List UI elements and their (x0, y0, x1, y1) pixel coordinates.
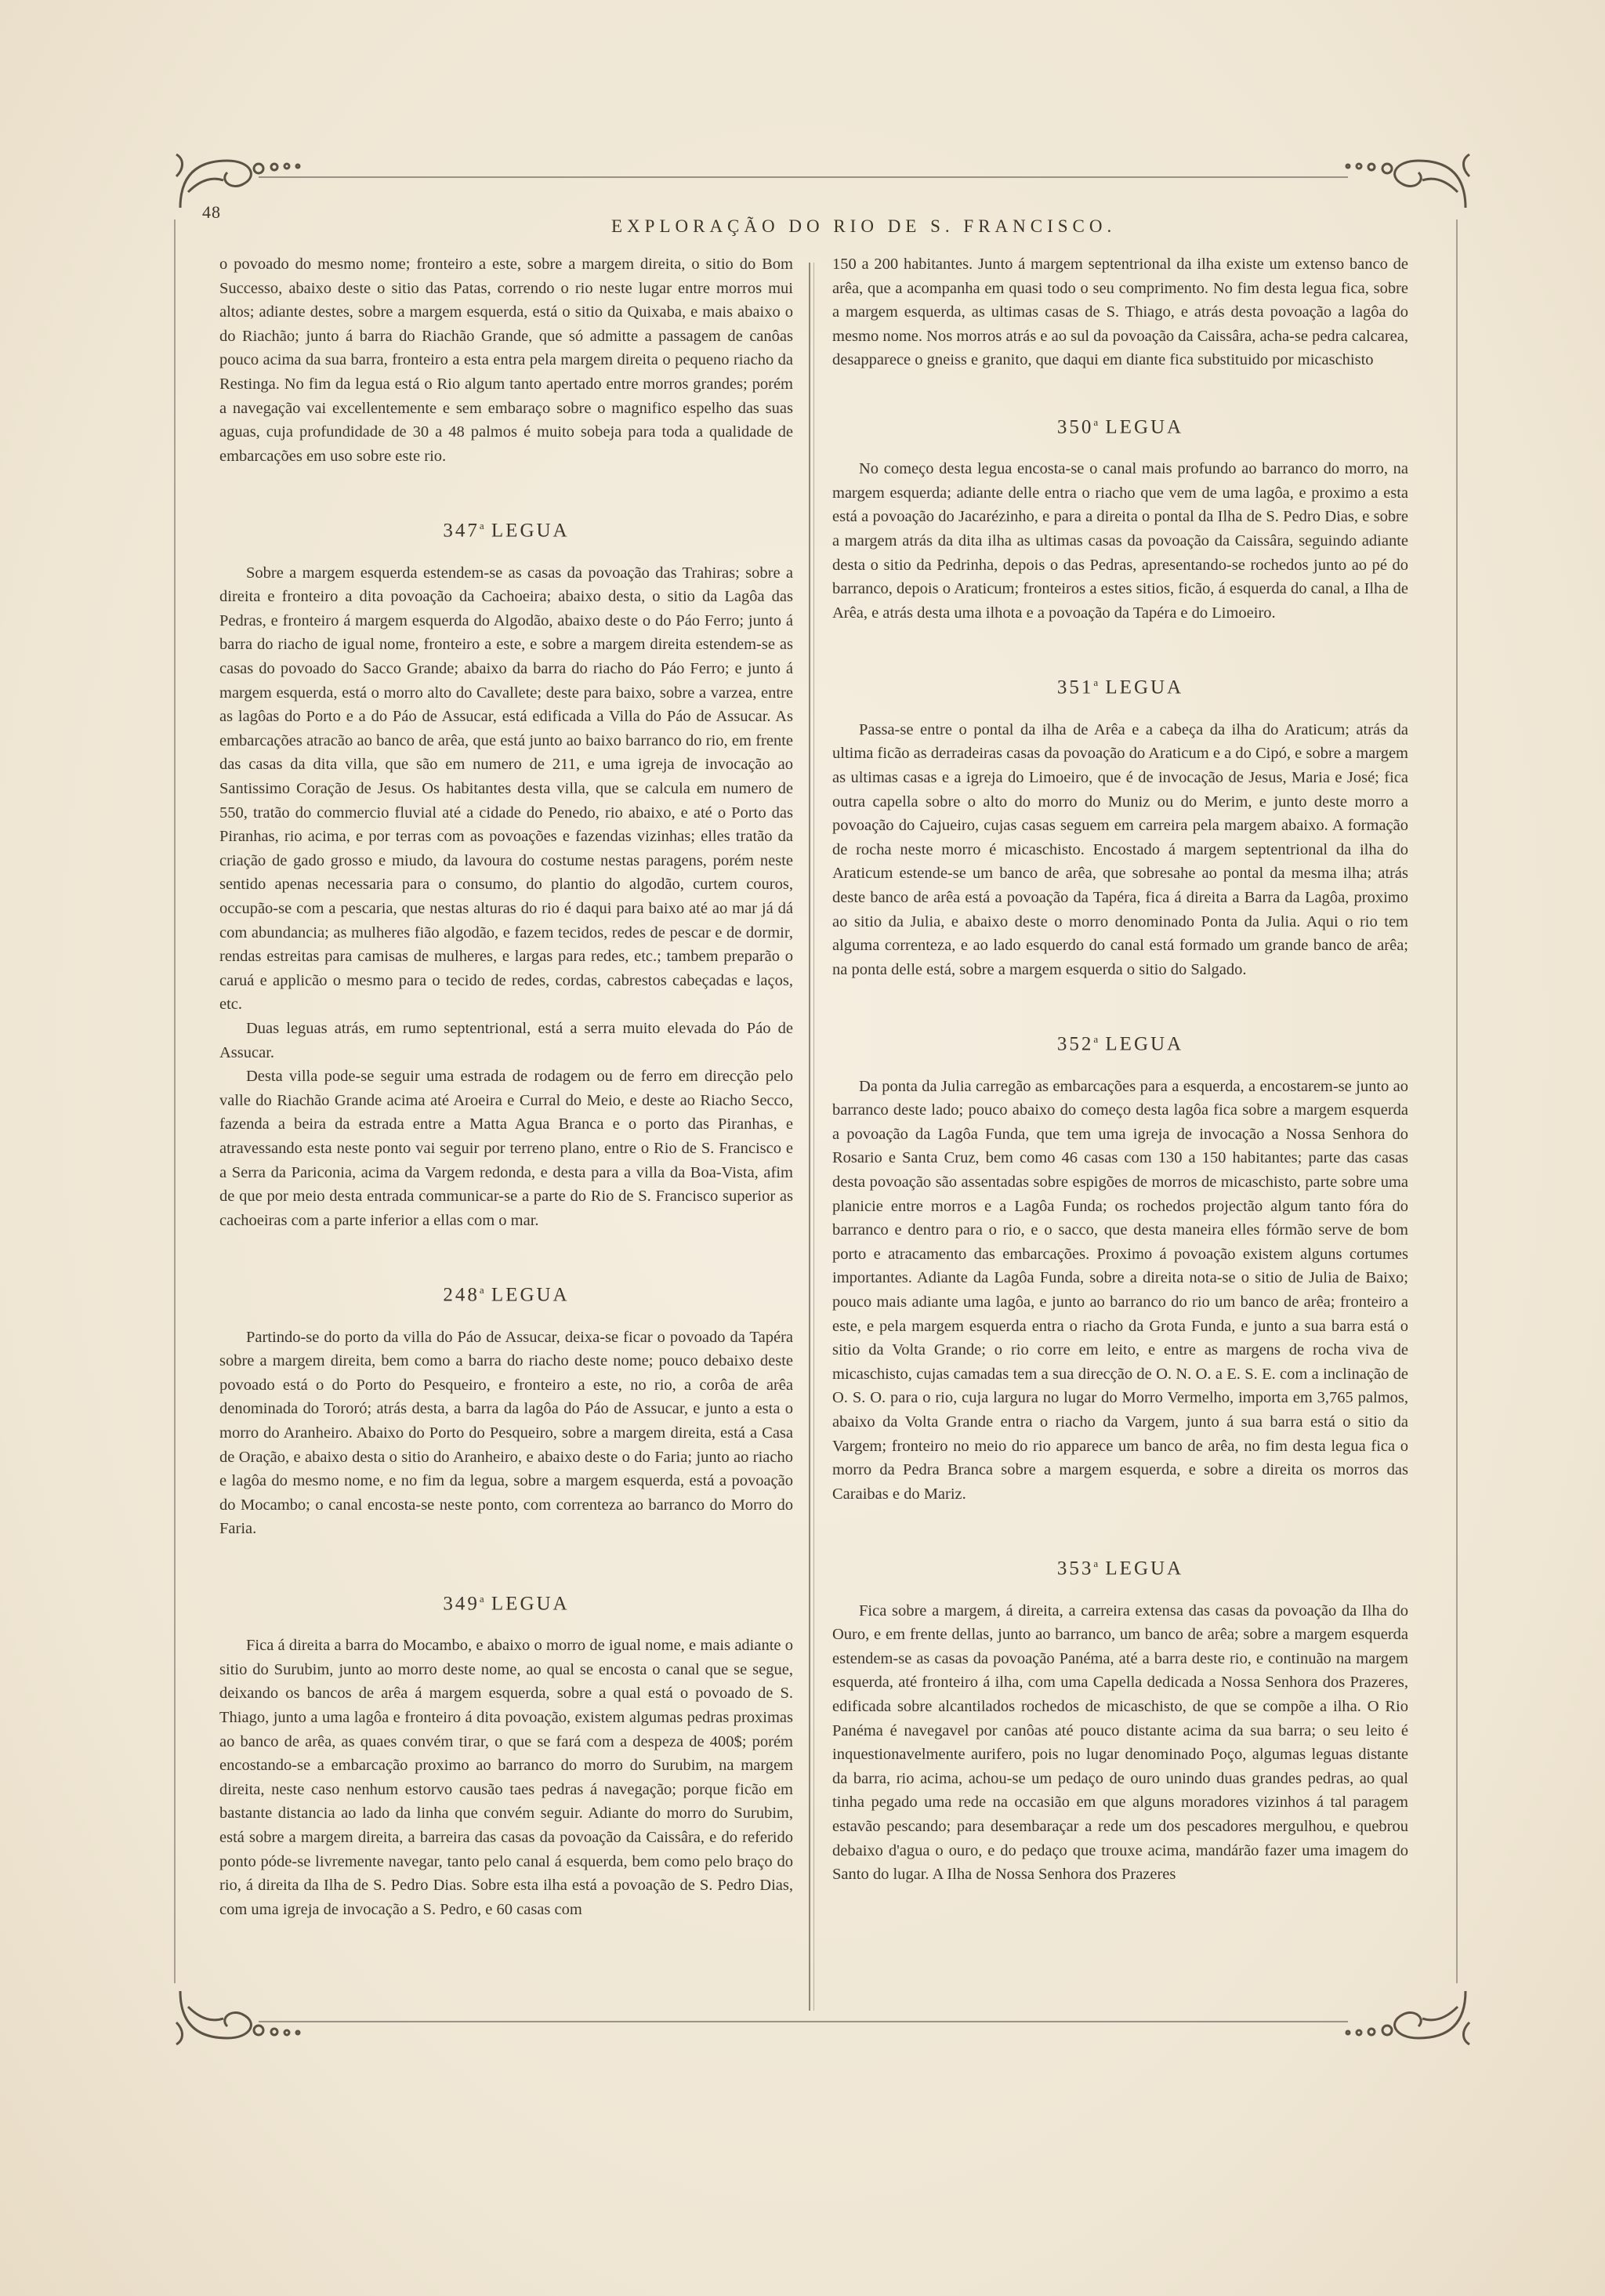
heading-legua-349 (219, 1593, 793, 1615)
heading-ordinal: a (1093, 415, 1099, 428)
paragraph-347-1: Sobre a margem esquerda estendem-se as casas da povoação das Trahiras; sobre a direita e fronteiro a dita povoação da Cachoeira; abaixo desta, o sitio da Lagôa das Pedras, e fronteiro á margem esquerda do Algodão, abaixo deste o do Páo Ferro; junto á barra do riacho de igual nome, fronteiro a este, e sobre a margem direita estendem-se as casas do povoado do Sacco Grande; abaixo da barra do riacho do Páo Ferro; e junto á margem esquerda, está o morro alto do Cavallete; deste para baixo, sobre a varzea, entre as lagôas do Porto e a do Páo de Assucar, está edificada a Villa do Páo de Assucar. As embarcações atracão ao banco de arêa, que está junto ao baixo barranco do rio, em frente das casas da dita villa, que são em numero de 211, e uma igreja de invocação ao Santissimo Coração de Jesus. Os habitantes desta villa, que se calcula em numero de 550, tratão do commercio fluvial até a cidade do Penedo, rio abaixo, e até o Porto das Piranhas, rio acima, e por terras com as povoações e fazendas vizinhas; elles tratão da criação de gado grosso e miudo, da lavoura do costume nestas paragens, porém neste sentido apenas necessaria para o consumo, do plantio do algodão, curtem couros, occupão-se com a pescaria, que nestas alturas do rio é daqui para baixo até ao mar já dá com abundancia; as mulheres fião algodão, e fazem tecidos, redes de pescar e de dormir, rendas estreitas para camisas de mulheres, e largas para redes, etc.; tambem preparão o caruá e applicão o mesmo para o tecido de redes, cordas, cabrestos cabeçadas e laços, etc. (219, 564, 793, 1014)
heading-ordinal: a (479, 1592, 484, 1605)
heading-ordinal: a (479, 520, 484, 532)
paragraph-continuation: 150 a 200 habitantes. Junto á margem septentrional da ilha existe um extenso banco de arêa, que a acompanha em quasi todo o seu comprimento. No fim desta legua fica, sobre a margem esquerda, as ultimas casas de S. Thiago, e atrás desta povoação a lagôa do mesmo nome. Nos morros atrás e ao sul da povoação da Caissâra, acha-se pedra calcarea, desapparece o gneiss e granito, que daqui em diante fica substituido por micaschisto (832, 256, 1408, 369)
heading-word: LEGUA (1105, 1558, 1184, 1580)
heading-legua-350 (832, 416, 1408, 438)
paragraph-353: Fica sobre a margem, á direita, a carreira extensa das casas da povoação da Ilha do Ouro, e em frente dellas, junto ao barranco, um banco de arêa; sobre a margem esquerda estendem-se as casas da povoação Panéma, até a barra deste rio, e continuão na margem esquerda, até fronteiro á ilha, com uma Capella dedicada a Nossa Senhora dos Prazeres, edificada sobre alcantilados rochedos de micaschisto, de que se compõe a ilha. O Rio Panéma é navegavel por canôas até pouco distante acima da sua barra; o seu leito é inquestionavelmente aurifero, pois no lugar denominado Poço, algumas leguas distante da barra, rio acima, achou-se um pedaço de ouro unindo duas grandes pedras, ao qual tinha pegado uma rede na occasião em que alguns moradores vizinhos á tal paragem estavão pescando; para desembaraçar a rede um dos pescadores mergulhou, e quebrou debaixo d'agua o ouro, e do pedaço que trouxe acima, mandárão fazer uma imagem do Santo do lugar. A Ilha de Nossa Senhora dos Prazeres (832, 1601, 1408, 1884)
frame-rule-left (174, 219, 176, 1983)
paragraph-350: No começo desta legua encosta-se o canal mais profundo ao barranco do morro, na margem esquerda; adiante delle entra o riacho que vem de uma lagôa, e proximo a esta está a povoação do Jacarézinho, e para a direita o pontal da Ilha de S. Pedro Dias, e sobre a margem atrás da dita ilha as ultimas casas da povoação da Caissâra, seguindo adiante desta o sitio da Pedrinha, depois o das Pedras, apresentando-se rochedos junto ao pé do barranco, depois o Araticum; fronteiros a estes sitios, ficão, á esquerda do canal, a Ilha de Arêa, e atrás desta uma ilhota e a povoação da Tapéra e do Limoeiro. (832, 460, 1408, 622)
heading-legua-352 (832, 1033, 1408, 1055)
paragraph-351: Passa-se entre o pontal da ilha de Arêa e a cabeça da ilha do Araticum; atrás da ultima ficão as derradeiras casas da povoação do Araticum e a do Cipó, e sobre a margem as ultimas casas e a igreja do Limoeiro, que é de invocação de Jesus, Maria e José; fica outra capella sobre o alto do morro do Muniz ou do Merim, e junto deste morro a povoação do Cajueiro, cujas casas seguem em carreira pela margem abaixo. A formação de rocha neste morro é micaschisto. Encostado á margem septentrional da ilha do Araticum estende-se um banco de arêa, que sobresahe ao pontal da mesma ilha; atrás deste banco de arêa está a povoação da Tapéra, fica á direita a Barra da Lagôa, proximo ao sitio da Julia, e abaixo deste o morro denominado Ponta da Julia. Aqui o rio tem alguma correnteza, e ao lado esquerdo do canal está formado um grande banco de arêa; na ponta delle está, sobre a margem esquerda o sitio do Salgado. (832, 720, 1408, 978)
frame-rule-bottom (259, 2021, 1348, 2022)
heading-word: LEGUA (1105, 676, 1184, 698)
paragraph-352: Da ponta da Julia carregão as embarcações para a esquerda, a encostarem-se junto ao barranco deste lado; pouco abaixo do começo desta lagôa fica sobre a margem esquerda a povoação da Lagôa Funda, que tem uma igreja de invocação a Nossa Senhora do Rosario e Santa Cruz, bem como 46 casas com 130 a 150 habitantes; parte das casas desta povoação são assentadas sobre espigões de morros de micaschisto, parte sobre uma planicie entre morros e a Lagôa Funda; os rochedos projectão algum tanto fóra do barranco e dentro para o rio, e o sacco, que desta maneira elles fórmão serve de bom porto e atracamento das embarcações. Proximo á povoação existem alguns cortumes importantes. Adiante da Lagôa Funda, sobre a direita nota-se o sitio de Julia de Baixo; pouco mais adiante uma lagôa, e junto ao barranco do rio um banco de arêa; fronteiro a este, e pela margem esquerda entra o riacho da Grota Funda, e junto a sua barra está o sitio da Volta Grande; o rio corre em leito, e entre as margens de rocha viva de micaschisto, cujas camadas tem a sua direcção de O. N. O. a E. S. E. com a inclinação de O. S. O. para o rio, cuja largura no lugar do Morro Vermelho, importa em 3,765 palmos, abaixo da Volta Grande entra o riacho da Vargem, junto á sua barra está o sitio da Vargem; fronteiro no meio do rio apparece um banco de arêa, no fim desta legua fica o morro da Pedra Branca sobre a margem esquerda, e sobre a direita os morros das Caraibas e do Mariz. (832, 1077, 1408, 1503)
ornament-corner-icon (165, 145, 313, 216)
heading-number: 352 (1056, 1033, 1094, 1055)
heading-legua-348 (219, 1284, 793, 1306)
heading-legua-353 (832, 1558, 1408, 1580)
heading-number: 349 (443, 1593, 480, 1615)
paragraph-347-2: Duas leguas atrás, em rumo septentrional, está a serra muito elevada do Páo de Assucar. (219, 1019, 793, 1061)
paragraph-348: Partindo-se do porto da villa do Páo de Assucar, deixa-se ficar o povoado da Tapéra sobre a margem direita, bem como a barra do riacho deste nome; pouco debaixo deste povoado está o do Porto do Pesqueiro, e fronteiro a este, no rio, a corôa de arêa denominada do Tororó; atrás desta, a barra da lagôa do Páo de Assucar, e junto a esta o morro do Aranheiro. Abaixo do Porto do Pesqueiro, sobre a margem direita, está a Casa de Oração, e abaixo desta o sitio do Aranheiro, e abaixo deste o do Faria; junto ao riacho e lagôa do mesmo nome, e no fim da legua, sobre a margem esquerda, está a povoação do Mocambo; o canal encosta-se neste ponto, com correnteza ao barranco do Morro do Faria. (219, 1328, 793, 1538)
page-number: 48 (202, 202, 221, 222)
heading-number: 350 (1056, 416, 1094, 438)
heading-legua-351 (832, 676, 1408, 698)
ornament-corner-icon (165, 1983, 313, 2054)
heading-number: 347 (443, 520, 480, 542)
frame-rule-top (259, 176, 1348, 178)
column-divider (809, 263, 810, 2011)
ornament-corner-icon (1332, 145, 1481, 216)
heading-ordinal: a (479, 1284, 484, 1297)
column-divider-thin (813, 263, 814, 2011)
heading-word: LEGUA (491, 1284, 570, 1306)
paragraph-347-3: Desta villa pode-se seguir uma estrada de rodagem ou de ferro em direcção pelo valle do Riachão Grande acima até Aroeira e Curral do Meio, e deste ao Riacho Secco, fazenda a beira da estrada entre a Matta Agua Branca e o porto das Piranhas, e atravessando esta neste ponto vai seguir por terreno plano, entre o Rio de S. Francisco e a Serra da Pariconia, acima da Vargem redonda, e desta para a villa da Boa-Vista, afim de que por meio desta entrada communicar-se a parte do Rio de S. Francisco superior as cachoeiras com a parte inferior a ellas com o mar. (219, 1068, 793, 1229)
heading-word: LEGUA (1105, 1033, 1184, 1055)
heading-word: LEGUA (491, 520, 570, 542)
left-column (219, 252, 793, 1921)
right-column (832, 252, 1408, 1887)
heading-ordinal: a (1093, 1558, 1099, 1570)
heading-number: 353 (1056, 1558, 1094, 1580)
paragraph-intro: o povoado do mesmo nome; fronteiro a este, sobre a margem direita, o sitio do Bom Successo, abaixo deste o sitio das Patas, correndo o rio neste lugar entre morros mui altos; adiante destes, sobre a margem esquerda, está o sitio da Quixaba, e mais abaixo o do Riachão; junto á barra do Riachão Grande, que só admitte a passagem de canôas pouco acima da sua barra, fronteiro a esta entra pela margem direita o pequeno riacho da Restinga. No fim da legua está o Rio algum tanto apertado entre morros grandes; porém a navegação vai excellentemente e sem embaraço sobre o magnifico espelho das suas aguas, cuja profundidade de 30 a 48 palmos é muito sobeja para toda a qualidade de embarcações em uso sobre este rio. (219, 256, 793, 465)
heading-ordinal: a (1093, 676, 1099, 689)
ornament-corner-icon (1332, 1983, 1481, 2054)
paragraph-349: Fica á direita a barra do Mocambo, e abaixo o morro de igual nome, e mais adiante o sitio do Surubim, junto ao morro deste nome, ao qual se encosta o canal que se segue, deixando os bancos de arêa á margem esquerda, sobre a qual está o povoado de S. Thiago, junto a uma lagôa e fronteiro á dita povoação, existem algumas pedras proximas ao banco de arêa, as quaes convém tirar, o que se fará com a despeza de 400$; porém encostando-se a embarcação proximo ao barranco do morro do Surubim, na margem direita, neste caso nenhum estorvo causão taes pedras á navegação; porque ficão em bastante distancia ao lado da linha que convém seguir. Adiante do morro do Surubim, está sobre a margem direita, a barreira das casas da povoação da Caissâra, e do referido ponto póde-se livremente navegar, tanto pelo canal á esquerda, bem como pelo braço do rio, á direita da Ilha de S. Pedro Dias. Sobre esta ilha está a povoação de S. Pedro Dias, com uma igreja de invocação a S. Pedro, e 60 casas com (219, 1637, 793, 1918)
heading-word: LEGUA (1105, 416, 1184, 438)
heading-ordinal: a (1093, 1033, 1099, 1046)
running-head: EXPLORAÇÃO DO RIO DE S. FRANCISCO. (611, 216, 1117, 236)
heading-word: LEGUA (491, 1593, 570, 1615)
heading-number: 351 (1056, 676, 1094, 698)
heading-number: 248 (443, 1284, 480, 1306)
heading-legua-347 (219, 520, 793, 542)
frame-rule-right (1456, 219, 1458, 1983)
